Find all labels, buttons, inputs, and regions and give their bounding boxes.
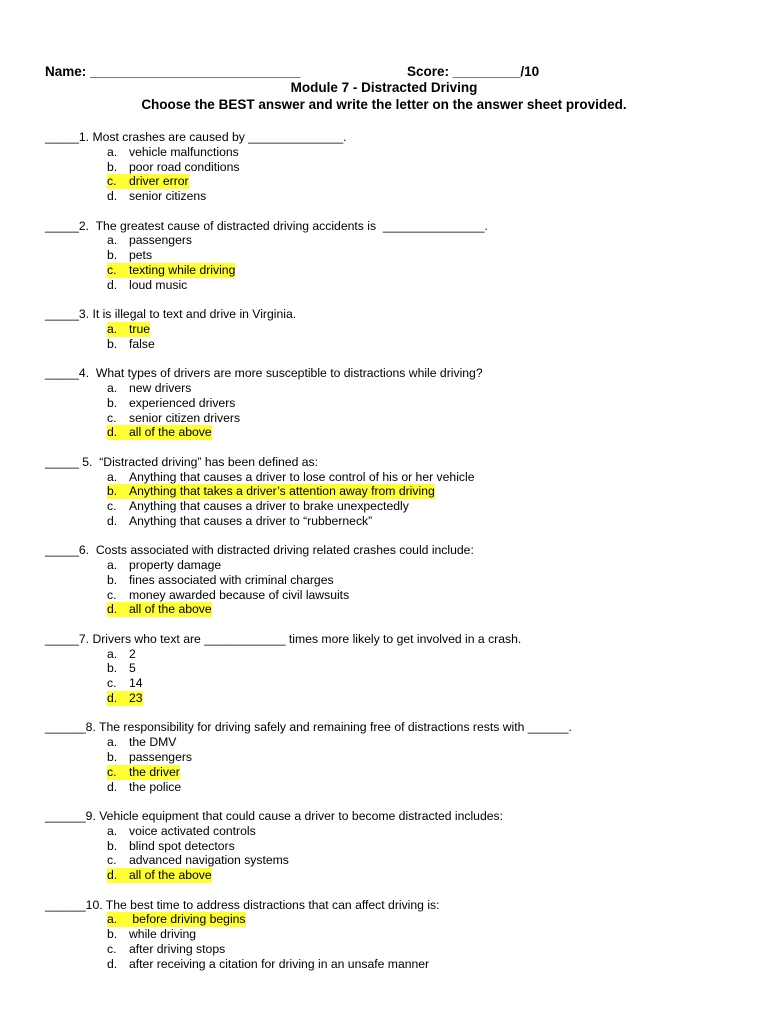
option-text: senior citizen drivers — [129, 410, 241, 425]
answer-options — [45, 233, 735, 292]
option-letter: d. — [107, 425, 118, 440]
answer-choice — [107, 233, 735, 248]
option-letter: a. — [107, 912, 118, 927]
option-text: all of the above — [129, 425, 212, 440]
option-letter: c. — [107, 676, 117, 691]
highlighted-answer — [107, 174, 189, 189]
answer-choice — [107, 514, 735, 529]
option-letter: c. — [107, 262, 117, 277]
question-text: _____7. Drivers who text are ____________ times more likely to get involved in a crash. — [45, 631, 522, 646]
answer-choice — [107, 750, 735, 765]
option-letter: b. — [107, 336, 118, 351]
answer-option — [107, 248, 735, 263]
question-text: _____6. Costs associated with distracted driving related crashes could include: — [45, 543, 474, 558]
question-item — [45, 543, 735, 617]
answer-option — [107, 957, 735, 972]
highlighted-answer — [107, 425, 212, 440]
answer-options — [45, 381, 735, 440]
option-letter: a. — [107, 233, 118, 248]
answer-choice — [107, 573, 735, 588]
option-text: true — [129, 321, 151, 336]
question-item — [45, 898, 735, 972]
highlighted-answer — [107, 765, 180, 780]
answer-choice — [107, 470, 735, 485]
answer-option — [107, 735, 735, 750]
option-text: experienced drivers — [129, 395, 236, 410]
answer-option — [107, 499, 735, 514]
option-text: money awarded because of civil lawsuits — [129, 587, 350, 602]
answer-option — [107, 912, 735, 927]
option-letter: d. — [107, 277, 118, 292]
answer-choice — [107, 824, 735, 839]
answer-option — [107, 558, 735, 573]
answer-choice — [107, 499, 735, 514]
option-text: the DMV — [129, 735, 177, 750]
answer-options — [45, 735, 735, 794]
option-letter: b. — [107, 927, 118, 942]
answer-options — [45, 824, 735, 883]
option-letter: b. — [107, 838, 118, 853]
answer-choice — [107, 337, 735, 352]
option-letter: b. — [107, 159, 118, 174]
option-letter: a. — [107, 823, 118, 838]
question-text: _____ 5. “Distracted driving” has been defined as: — [45, 454, 319, 469]
option-letter: a. — [107, 469, 118, 484]
option-text: 5 — [129, 661, 136, 676]
answer-choice — [107, 676, 735, 691]
option-letter: b. — [107, 572, 118, 587]
option-text: 14 — [129, 676, 143, 691]
option-text: loud music — [129, 277, 188, 292]
option-text: the driver — [129, 764, 180, 779]
answer-option — [107, 927, 735, 942]
option-text: all of the above — [129, 602, 212, 617]
option-letter: a. — [107, 558, 118, 573]
question-item — [45, 720, 735, 794]
answer-option — [107, 647, 735, 662]
option-text: passengers — [129, 750, 193, 765]
option-text: voice activated controls — [129, 823, 256, 838]
answer-option — [107, 174, 735, 189]
answer-choice — [107, 780, 735, 795]
option-letter: d. — [107, 189, 118, 204]
question-text: ______10. The best time to address distractions that can affect driving is: — [45, 897, 440, 912]
question-item — [45, 809, 735, 883]
question-text: _____4. What types of drivers are more susceptible to distractions while driving? — [45, 366, 483, 381]
option-text: Anything that takes a driver’s attention away from driving — [129, 484, 435, 499]
answer-choice — [107, 647, 735, 662]
answer-option — [107, 942, 735, 957]
option-text: poor road conditions — [129, 159, 240, 174]
answer-options — [45, 145, 735, 204]
option-text: pets — [129, 248, 153, 263]
option-text: 23 — [129, 691, 143, 706]
answer-choice — [107, 160, 735, 175]
option-letter: b. — [107, 395, 118, 410]
answer-choice — [107, 927, 735, 942]
option-text: before driving begins — [129, 912, 246, 927]
question-text: _____2. The greatest cause of distracted driving accidents is _______________. — [45, 218, 488, 233]
option-letter: b. — [107, 484, 118, 499]
answer-choice — [107, 957, 735, 972]
answer-option — [107, 337, 735, 352]
option-text: senior citizens — [129, 189, 207, 204]
highlighted-answer — [107, 322, 150, 337]
option-text: passengers — [129, 233, 193, 248]
option-letter: b. — [107, 750, 118, 765]
highlighted-answer — [107, 484, 435, 499]
option-letter: c. — [107, 499, 117, 514]
instructions: Choose the BEST answer and write the letter on the answer sheet provided. — [141, 97, 627, 112]
option-letter: d. — [107, 868, 118, 883]
answer-option — [107, 233, 735, 248]
answer-option — [107, 396, 735, 411]
answer-option — [107, 411, 735, 426]
answer-choice — [107, 735, 735, 750]
option-letter: c. — [107, 942, 117, 956]
question-text: _____3. It is illegal to text and drive in Virginia. — [45, 307, 297, 322]
answer-option — [107, 381, 735, 396]
answer-option — [107, 868, 735, 883]
option-text: all of the above — [129, 868, 212, 883]
answer-option — [107, 573, 735, 588]
question-text: ______8. The responsibility for driving safely and remaining free of distractions rests with ______. — [45, 720, 572, 735]
answer-option — [107, 780, 735, 795]
answer-option — [107, 676, 735, 691]
answer-choice — [107, 411, 735, 426]
answer-option — [107, 160, 735, 175]
option-text: Anything that causes a driver to lose control of his or her vehicle — [129, 469, 475, 484]
answer-options — [45, 322, 735, 352]
option-text: blind spot detectors — [129, 838, 235, 853]
answer-choice — [107, 853, 735, 868]
answer-option — [107, 425, 735, 440]
option-letter: d. — [107, 779, 118, 794]
option-letter: c. — [107, 587, 117, 602]
answer-choice — [107, 661, 735, 676]
answer-option — [107, 588, 735, 603]
question-item — [45, 307, 735, 351]
answer-option — [107, 602, 735, 617]
option-letter: b. — [107, 248, 118, 263]
option-letter: c. — [107, 853, 117, 868]
answer-option — [107, 145, 735, 160]
answer-option — [107, 484, 735, 499]
option-letter: d. — [107, 691, 118, 706]
highlighted-answer — [107, 691, 143, 706]
highlighted-answer — [107, 602, 212, 617]
answer-choice — [107, 381, 735, 396]
answer-choice — [107, 942, 735, 957]
question-item — [45, 219, 735, 293]
question-text: _____1. Most crashes are caused by ______________. — [45, 130, 347, 144]
answer-option — [107, 514, 735, 529]
answer-option — [107, 661, 735, 676]
option-text: property damage — [129, 558, 222, 573]
answer-options — [45, 558, 735, 617]
answer-options — [45, 912, 735, 971]
option-letter: a. — [107, 144, 118, 159]
name-field-label: Name: ____________________________ — [45, 64, 301, 79]
option-letter: c. — [107, 174, 117, 189]
option-letter: a. — [107, 380, 118, 395]
option-text: fines associated with criminal charges — [129, 572, 334, 587]
option-text: after receiving a citation for driving in an unsafe manner — [129, 956, 430, 971]
question-item — [45, 632, 735, 706]
option-text: 2 — [129, 646, 136, 661]
option-letter: a. — [107, 735, 118, 750]
page-title: Module 7 - Distracted Driving — [290, 80, 478, 95]
highlighted-answer — [107, 263, 235, 278]
option-text: driver error — [129, 174, 189, 189]
option-letter: d. — [107, 602, 118, 617]
option-text: new drivers — [129, 380, 192, 395]
option-letter: c. — [107, 410, 117, 425]
option-text: false — [129, 336, 155, 351]
option-text: texting while driving — [129, 262, 236, 277]
answer-options — [45, 647, 735, 706]
option-letter: d. — [107, 956, 118, 971]
answer-options — [45, 470, 735, 529]
answer-choice — [107, 145, 735, 160]
option-letter: c. — [107, 764, 117, 779]
answer-option — [107, 765, 735, 780]
answer-option — [107, 263, 735, 278]
score-field-label: Score: _________/10 — [407, 64, 540, 79]
answer-choice — [107, 278, 735, 293]
question-item — [45, 455, 735, 529]
option-letter: a. — [107, 321, 118, 336]
option-text: after driving stops — [129, 942, 226, 956]
question-text: ______9. Vehicle equipment that could cause a driver to become distracted includes: — [45, 809, 503, 824]
question-item — [45, 130, 735, 204]
question-list — [45, 130, 735, 986]
option-text: the police — [129, 779, 182, 794]
option-text: advanced navigation systems — [129, 853, 289, 868]
answer-option — [107, 470, 735, 485]
highlighted-answer — [107, 868, 212, 883]
answer-choice — [107, 839, 735, 854]
option-letter: a. — [107, 646, 118, 661]
answer-option — [107, 853, 735, 868]
option-text: Anything that causes a driver to “rubberneck” — [129, 513, 373, 528]
option-text: while driving — [129, 927, 197, 942]
option-letter: b. — [107, 661, 118, 676]
answer-choice — [107, 588, 735, 603]
option-text: Anything that causes a driver to brake unexpectedly — [129, 499, 409, 514]
highlighted-answer — [107, 912, 246, 927]
answer-option — [107, 824, 735, 839]
answer-choice — [107, 558, 735, 573]
question-item — [45, 366, 735, 440]
answer-option — [107, 322, 735, 337]
option-letter: d. — [107, 513, 118, 528]
answer-option — [107, 839, 735, 854]
answer-option — [107, 189, 735, 204]
option-text: vehicle malfunctions — [129, 144, 239, 159]
answer-option — [107, 278, 735, 293]
answer-choice — [107, 396, 735, 411]
answer-option — [107, 750, 735, 765]
answer-choice — [107, 248, 735, 263]
answer-option — [107, 691, 735, 706]
answer-choice — [107, 189, 735, 204]
